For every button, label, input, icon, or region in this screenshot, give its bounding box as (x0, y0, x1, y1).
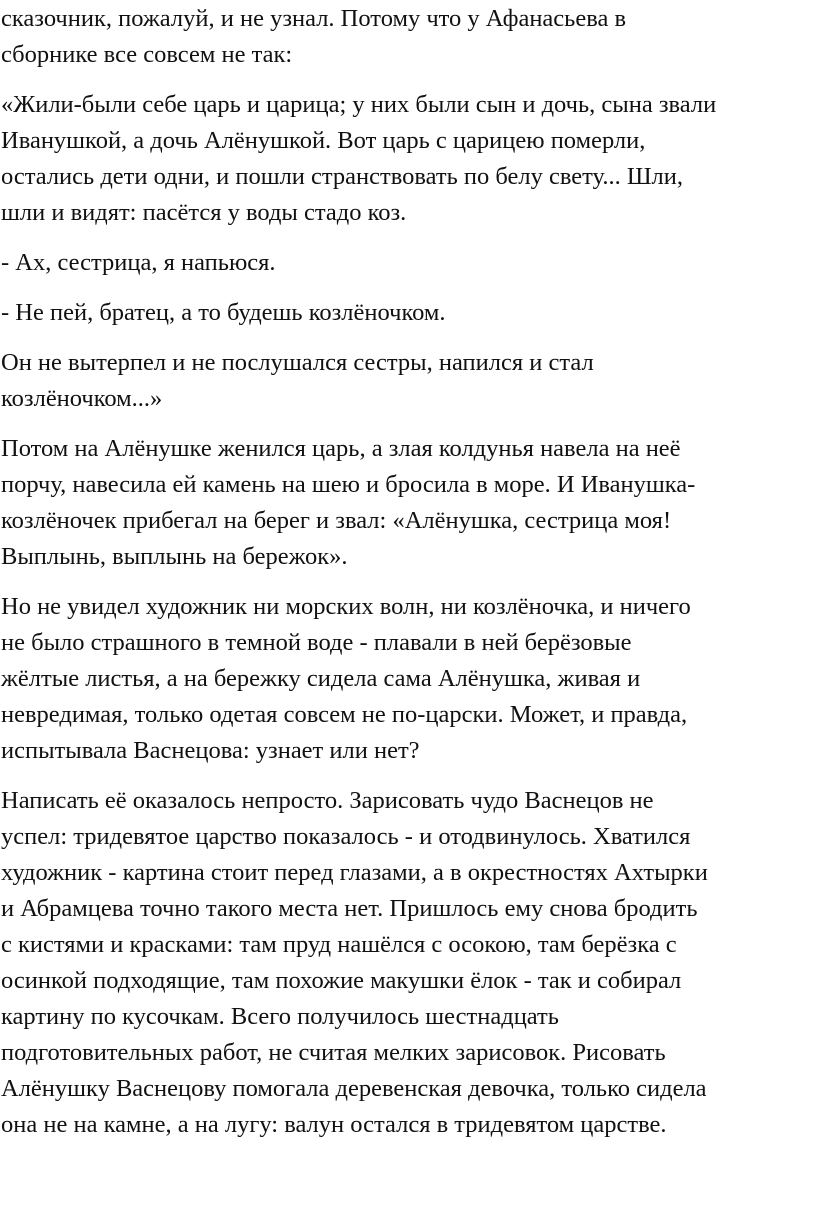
text-line: Иванушкой, а дочь Алёнушкой. Вот царь с царицею померли, (1, 127, 646, 154)
text-line: подготовительных работ, не считая мелких зарисовок. Рисовать (1, 1039, 666, 1066)
text-line: порчу, навесила ей камень на шею и бросила в море. И Иванушка- (1, 471, 696, 498)
text-line: и Абрамцева точно такого места нет. Пришлось ему снова бродить (1, 895, 698, 922)
text-line: Выплынь, выплынь на бережок». (1, 543, 348, 570)
text-line: шли и видят: пасётся у воды стадо коз. (1, 199, 407, 226)
text-line: испытывала Васнецова: узнает или нет? (1, 737, 420, 764)
text-line: Но не увидел художник ни морских волн, ни козлёночка, и ничего (1, 593, 691, 620)
text-line: невредимая, только одетая совсем не по-царски. Может, и правда, (1, 701, 688, 728)
paragraph-8 (1, 783, 816, 1143)
paragraph-6 (1, 431, 816, 575)
text-line: сказочник, пожалуй, и не узнал. Потому что у Афанасьева в (1, 5, 627, 32)
text-line: - Не пей, братец, а то будешь козлёночком. (1, 299, 446, 326)
text-line: остались дети одни, и пошли странствовать по белу свету... Шли, (1, 163, 684, 190)
text-line: - Ах, сестрица, я напьюся. (1, 249, 276, 276)
text-line: с кистями и красками: там пруд нашёлся с осокою, там берёзка с (1, 931, 677, 958)
text-line: не было страшного в темной воде - плавали в ней берёзовые (1, 629, 632, 656)
text-line: Он не вытерпел и не послушался сестры, напился и стал (1, 349, 594, 376)
text-line: художник - картина стоит перед глазами, а в окрестностях Ахтырки (1, 859, 708, 886)
paragraph-2 (1, 87, 816, 231)
text-line: козлёночек прибегал на берег и звал: «Алёнушка, сестрица моя! (1, 507, 672, 534)
paragraph-5 (1, 345, 816, 417)
text-line: Написать её оказалось непросто. Зарисовать чудо Васнецов не (1, 787, 654, 814)
text-line: козлёночком...» (1, 385, 163, 412)
paragraph-4 (1, 295, 816, 331)
text-line: сборнике все совсем не так: (1, 41, 293, 68)
text-line: картину по кусочкам. Всего получилось шестнадцать (1, 1003, 559, 1030)
text-line: она не на камне, а на лугу: валун остался в тридевятом царстве. (1, 1111, 667, 1138)
paragraph-3 (1, 245, 816, 281)
text-line: жёлтые листья, а на бережку сидела сама Алёнушка, живая и (1, 665, 641, 692)
text-line: осинкой подходящие, там похожие макушки ёлок - так и собирал (1, 967, 682, 994)
text-line: Потом на Алёнушке женился царь, а злая колдунья навела на неё (1, 435, 681, 462)
paragraph-7 (1, 589, 816, 769)
text-line: успел: тридевятое царство показалось - и отодвинулось. Хватился (1, 823, 691, 850)
paragraph-1 (1, 1, 816, 73)
text-line: «Жили-были себе царь и царица; у них были сын и дочь, сына звали (1, 91, 717, 118)
text-line: Алёнушку Васнецову помогала деревенская девочка, только сидела (1, 1075, 707, 1102)
